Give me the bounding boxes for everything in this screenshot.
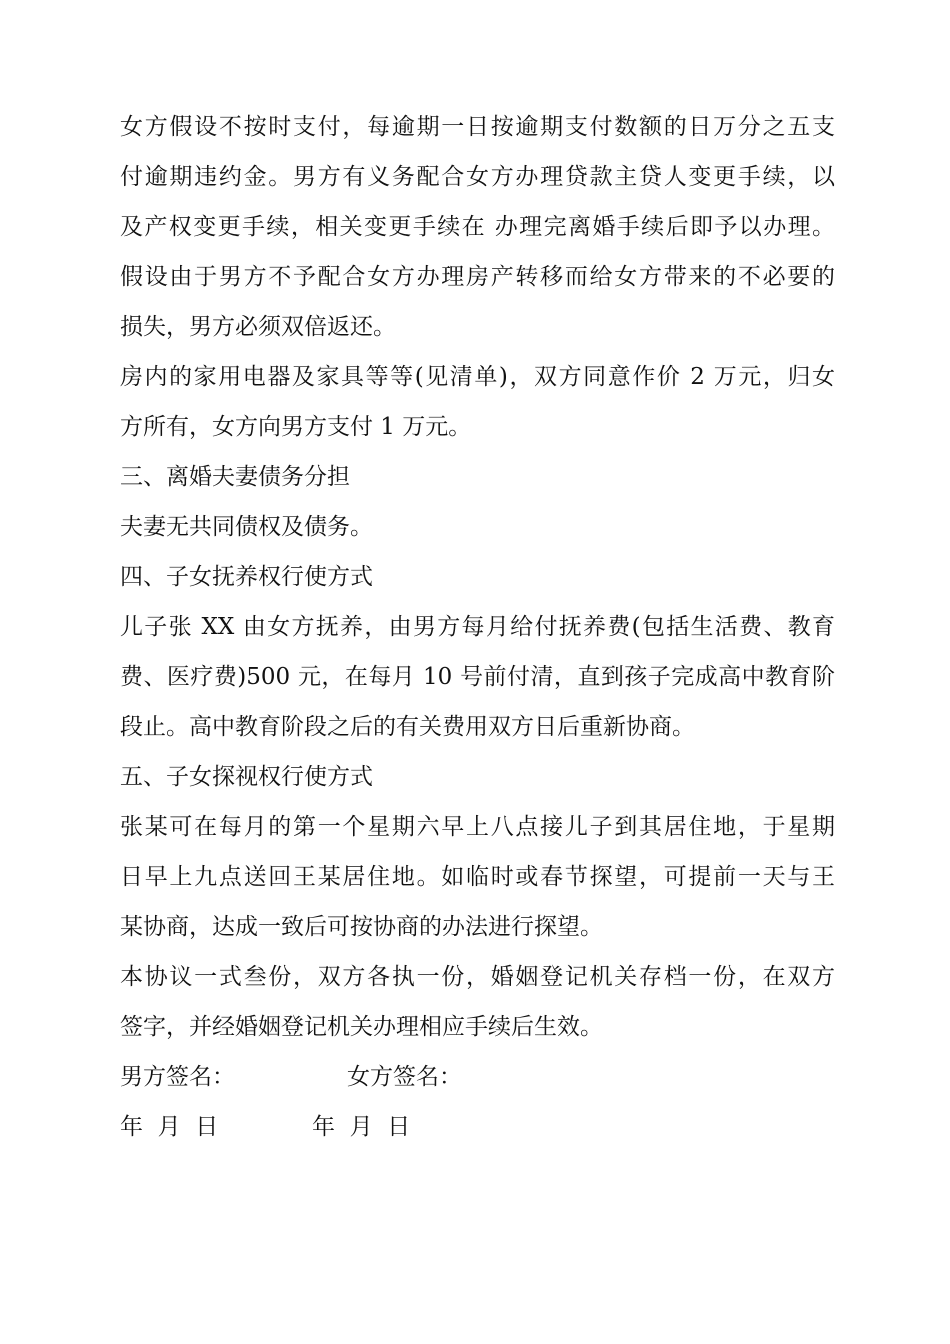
paragraph-line: 夫妻无共同债权及债务。: [120, 514, 373, 540]
paragraph-line: 假设由于男方不予配合女方办理房产转移而给女方带来的不必要的: [120, 264, 835, 290]
male-date-label: 年 月 日: [120, 1114, 219, 1140]
section-heading: 五、子女探视权行使方式: [120, 764, 373, 790]
paragraph-line: 段止。高中教育阶段之后的有关费用双方日后重新协商。: [120, 714, 695, 740]
paragraph-line: 本协议一式叁份，双方各执一份，婚姻登记机关存档一份，在双方: [120, 964, 835, 990]
paragraph-line: 某协商，达成一致后可按协商的办法进行探望。: [120, 914, 603, 940]
paragraph-line: 日早上九点送回王某居住地。如临时或春节探望，可提前一天与王: [120, 864, 835, 890]
female-signature-label: 女方签名：: [347, 1064, 462, 1090]
section-heading: 四、子女抚养权行使方式: [120, 564, 373, 590]
section-heading: 三、离婚夫妻债务分担: [120, 464, 350, 490]
paragraph-line: 及产权变更手续，相关变更手续在 办理完离婚手续后即予以办理。: [120, 214, 835, 240]
paragraph-line: 方所有，女方向男方支付 1 万元。: [120, 414, 472, 440]
female-date-label: 年 月 日: [312, 1114, 411, 1140]
paragraph-line: 张某可在每月的第一个星期六早上八点接儿子到其居住地，于星期: [120, 814, 835, 840]
paragraph-line: 费、医疗费)500 元，在每月 10 号前付清，直到孩子完成高中教育阶: [120, 664, 835, 690]
paragraph-line: 付逾期违约金。男方有义务配合女方办理贷款主贷人变更手续，以: [120, 164, 835, 190]
paragraph-line: 房内的家用电器及家具等等(见清单)，双方同意作价 2 万元，归女: [120, 364, 835, 390]
paragraph-line: 儿子张 XX 由女方抚养，由男方每月给付抚养费(包括生活费、教育: [120, 614, 835, 640]
paragraph-line: 女方假设不按时支付，每逾期一日按逾期支付数额的日万分之五支: [120, 114, 835, 140]
paragraph-line: 损失，男方必须双倍返还。: [120, 314, 396, 340]
male-signature-label: 男方签名：: [120, 1064, 235, 1090]
paragraph-line: 签字，并经婚姻登记机关办理相应手续后生效。: [120, 1014, 603, 1040]
